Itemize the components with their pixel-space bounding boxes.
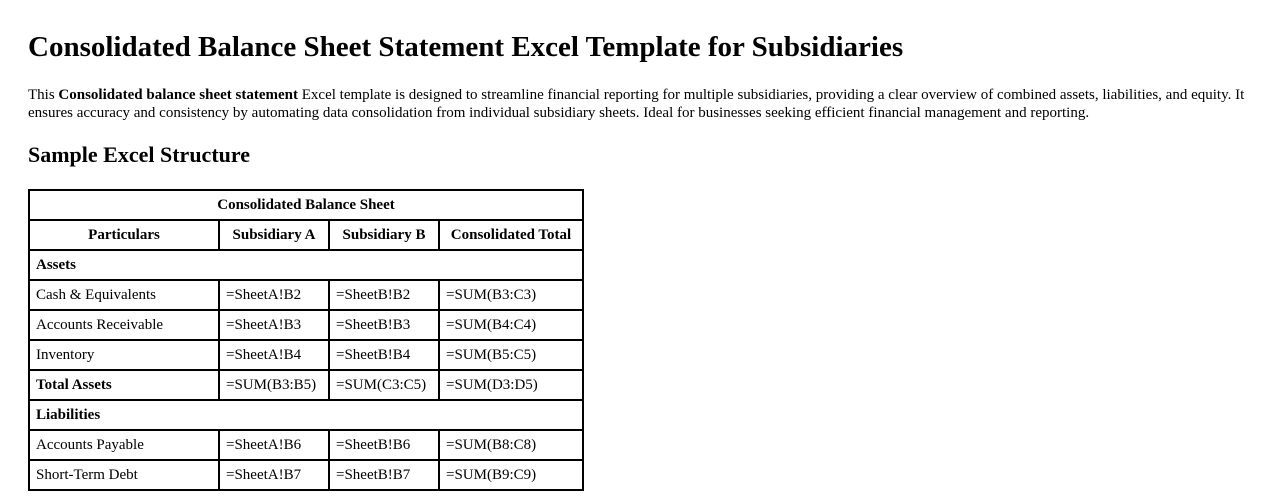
cell-subsidiary-a: =SheetA!B2 (219, 280, 329, 310)
cell-particular: Short-Term Debt (29, 460, 219, 490)
cell-particular: Accounts Receivable (29, 310, 219, 340)
table-row (29, 280, 583, 310)
table-caption-row (29, 190, 583, 220)
page-title: Consolidated Balance Sheet Statement Excel Template for Subsidiaries (28, 31, 904, 63)
cell-consolidated-total: =SUM(B9:C9) (439, 460, 583, 490)
cell-subsidiary-b: =SheetB!B2 (329, 280, 439, 310)
table-header-row (29, 220, 583, 250)
column-header-subsidiary-b: Subsidiary B (329, 220, 439, 250)
intro-paragraph (28, 86, 1258, 122)
column-header-consolidated-total: Consolidated Total (439, 220, 583, 250)
cell-particular: Cash & Equivalents (29, 280, 219, 310)
intro-prefix: This (28, 87, 59, 103)
cell-subsidiary-a: =SheetA!B6 (219, 430, 329, 460)
column-header-particulars: Particulars (29, 220, 219, 250)
table-section-row (29, 400, 583, 430)
cell-subsidiary-a: =SheetA!B4 (219, 340, 329, 370)
section-label-assets: Assets (29, 250, 583, 280)
cell-subsidiary-b: =SheetB!B4 (329, 340, 439, 370)
cell-particular: Accounts Payable (29, 430, 219, 460)
cell-particular: Inventory (29, 340, 219, 370)
cell-subsidiary-b: =SheetB!B7 (329, 460, 439, 490)
section-heading: Sample Excel Structure (28, 142, 251, 167)
table-row (29, 370, 583, 400)
cell-consolidated-total: =SUM(B4:C4) (439, 310, 583, 340)
table-section-row (29, 250, 583, 280)
cell-subsidiary-b: =SheetB!B6 (329, 430, 439, 460)
intro-bold-term: Consolidated balance sheet statement (58, 87, 298, 103)
column-header-subsidiary-a: Subsidiary A (219, 220, 329, 250)
cell-particular: Total Assets (29, 370, 219, 400)
cell-subsidiary-a: =SUM(B3:B5) (219, 370, 329, 400)
cell-consolidated-total: =SUM(D3:D5) (439, 370, 583, 400)
balance-sheet-table (28, 189, 584, 491)
table-caption: Consolidated Balance Sheet (29, 190, 583, 220)
cell-subsidiary-a: =SheetA!B3 (219, 310, 329, 340)
section-label-liabilities: Liabilities (29, 400, 583, 430)
table-row (29, 460, 583, 490)
table-row (29, 310, 583, 340)
cell-consolidated-total: =SUM(B5:C5) (439, 340, 583, 370)
cell-consolidated-total: =SUM(B3:C3) (439, 280, 583, 310)
intro-suffix: Excel template is designed to streamline financial reporting for multiple subsidiaries, providing a clear overview of combined assets, liabilities, and equity. It ensures accuracy and consistency by automating data consolidation from individual subsidiary sheets. Ideal for businesses seeking efficient financial management and reporting. (28, 87, 1245, 121)
cell-subsidiary-b: =SUM(C3:C5) (329, 370, 439, 400)
table-row (29, 430, 583, 460)
cell-subsidiary-b: =SheetB!B3 (329, 310, 439, 340)
cell-subsidiary-a: =SheetA!B7 (219, 460, 329, 490)
table-row (29, 340, 583, 370)
cell-consolidated-total: =SUM(B8:C8) (439, 430, 583, 460)
